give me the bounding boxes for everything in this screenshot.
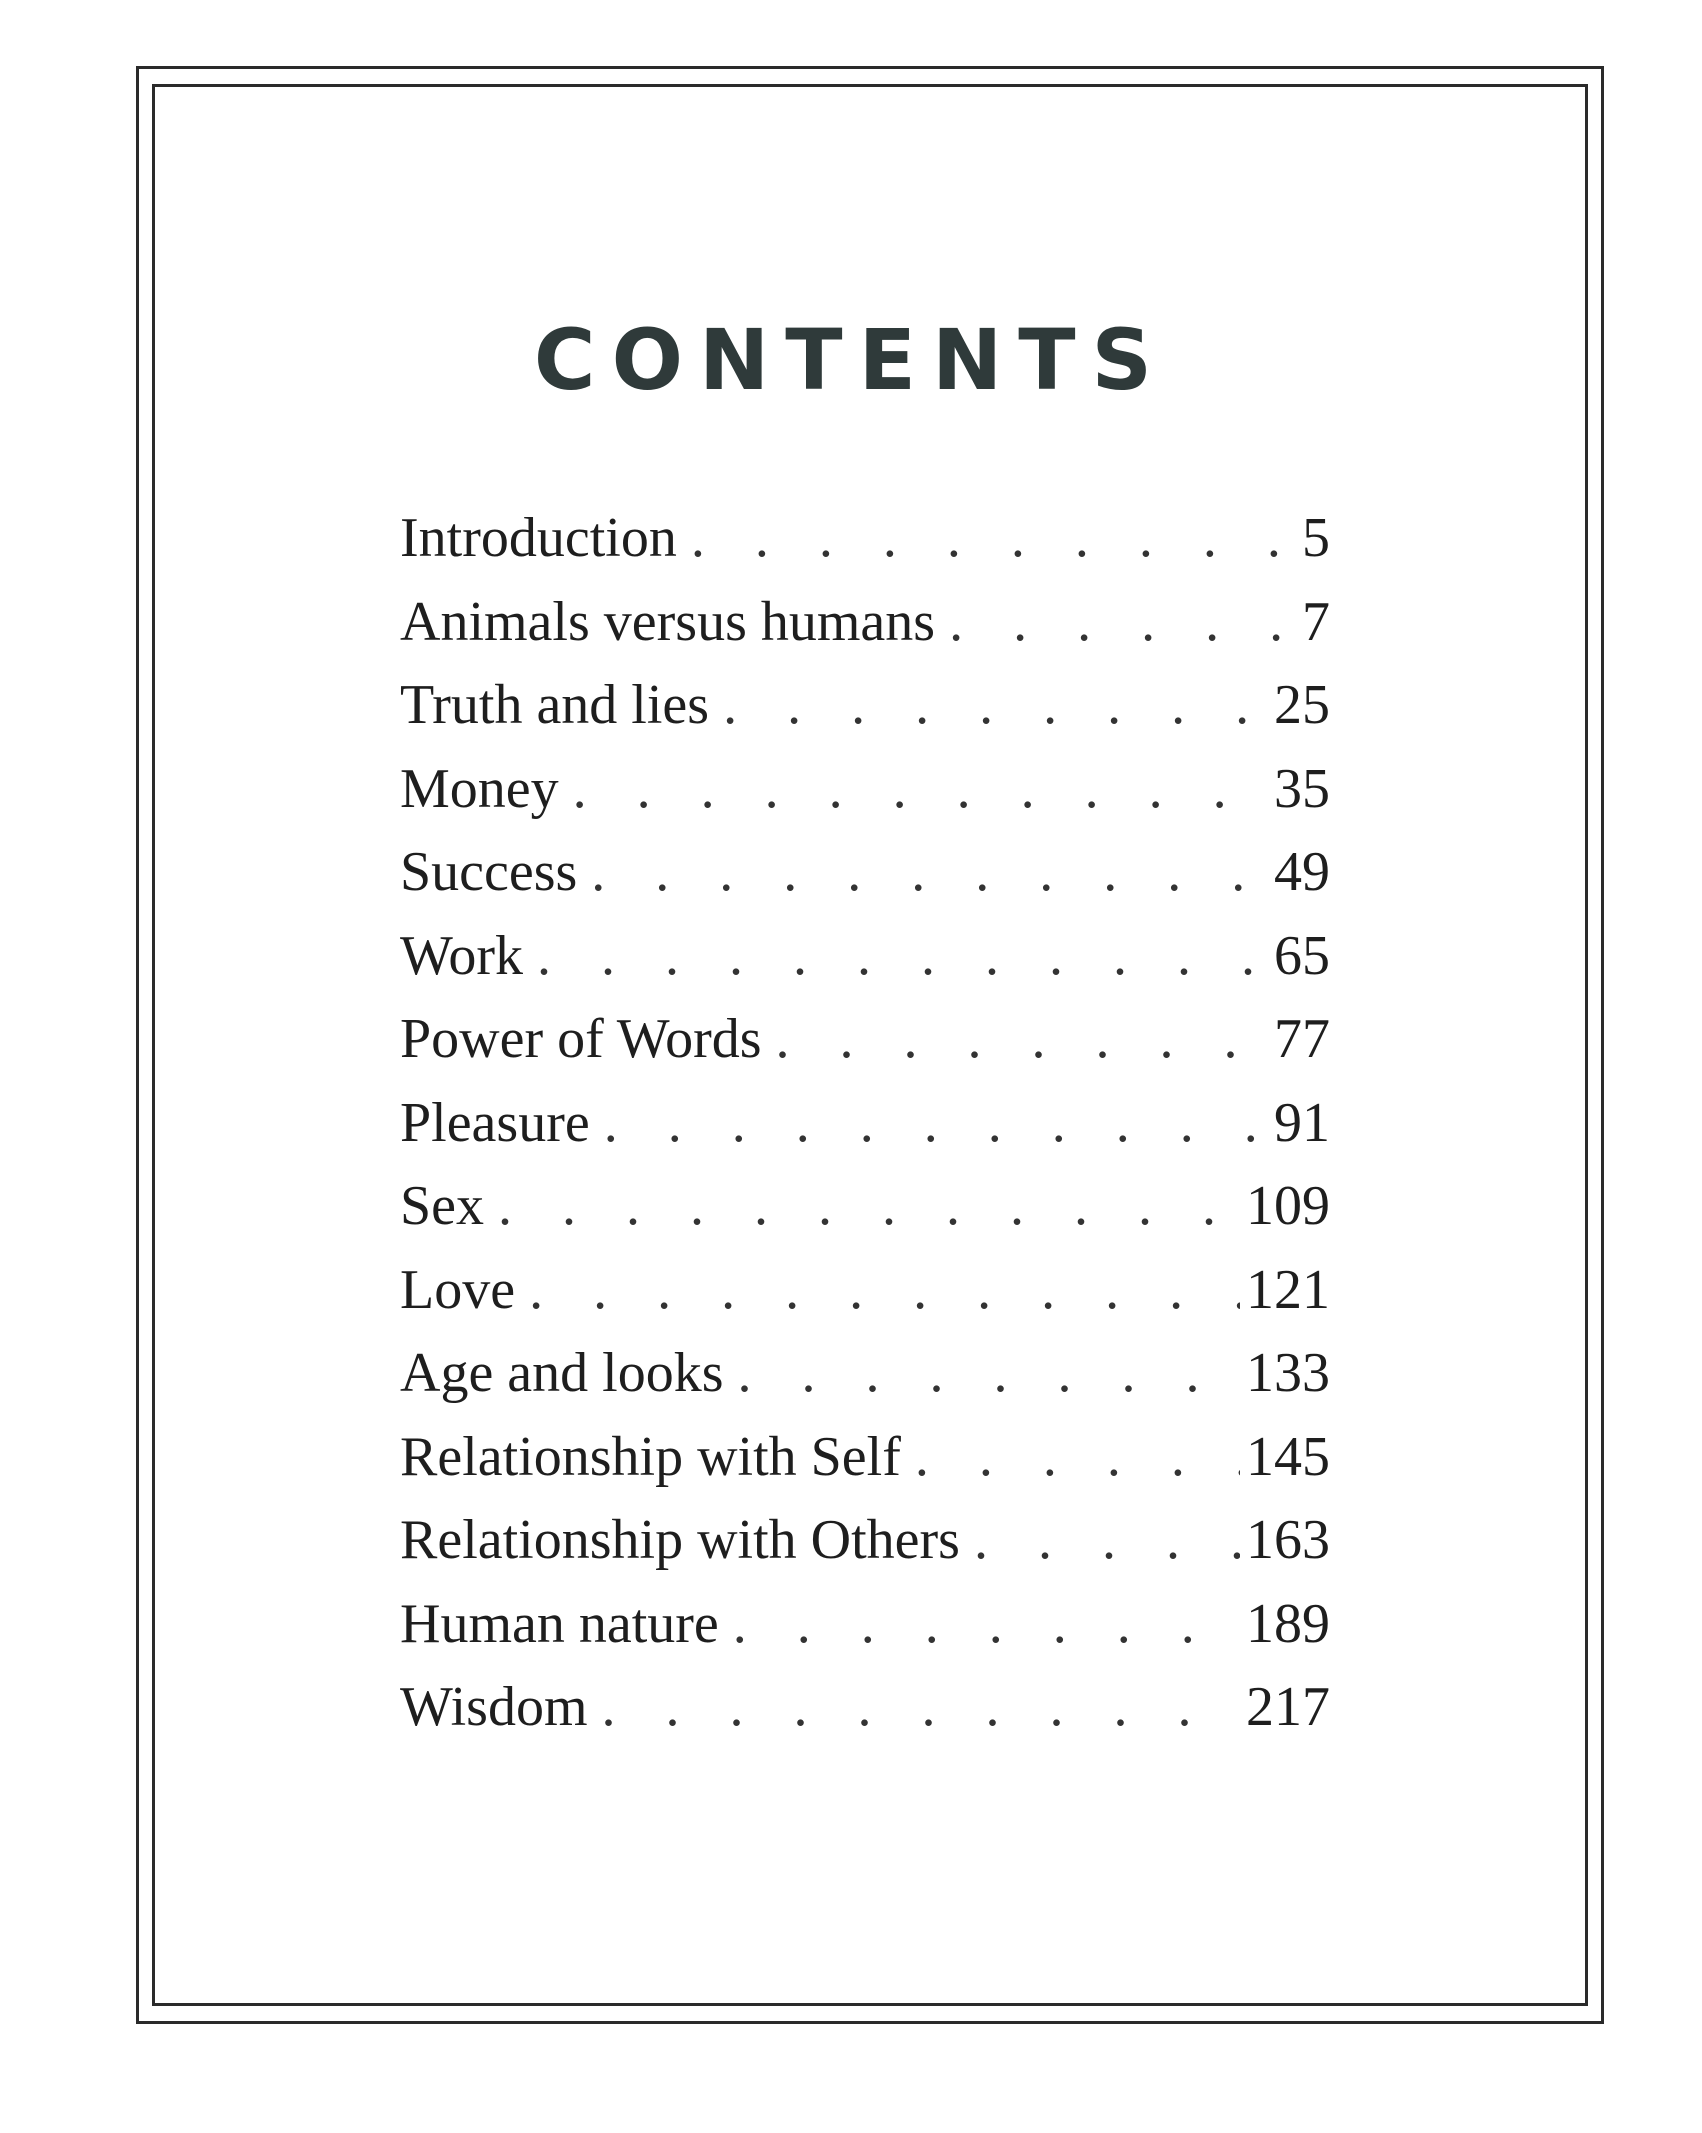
toc-entry-human-nature[interactable] (400, 1592, 1330, 1676)
page-title: CONTENTS (533, 311, 1169, 410)
dot-leader (577, 840, 1268, 904)
toc-entry-page-number: 133 (1246, 1342, 1330, 1404)
dot-leader (484, 1174, 1240, 1238)
toc-entry-page-number: 145 (1246, 1425, 1330, 1488)
toc-entry-page-number: 217 (1246, 1676, 1330, 1738)
dot-leader (960, 1508, 1240, 1572)
toc-entry-pleasure[interactable] (400, 1091, 1330, 1175)
toc-entry-power-of-words[interactable] (400, 1007, 1330, 1091)
dot-leader (709, 673, 1268, 737)
dot-leader (515, 1258, 1240, 1322)
toc-entry-page-number: 189 (1246, 1592, 1330, 1655)
toc-entry-age-and-looks[interactable] (400, 1341, 1330, 1425)
toc-entry-page-number: 163 (1246, 1509, 1330, 1571)
toc-entry-work[interactable] (400, 924, 1330, 1008)
table-of-contents (400, 506, 1330, 1759)
toc-entry-label: Love (400, 1258, 516, 1321)
toc-entry-label: Power of Words (400, 1008, 762, 1070)
toc-entry-label: Success (400, 841, 578, 903)
toc-entry-label: Age and looks (400, 1342, 724, 1404)
toc-entry-page-number: 7 (1302, 590, 1330, 653)
dot-leader (588, 1675, 1240, 1739)
toc-entry-love[interactable] (400, 1258, 1330, 1342)
toc-entry-page-number: 77 (1274, 1008, 1330, 1070)
toc-entry-introduction[interactable] (400, 506, 1330, 590)
toc-entry-label: Truth and lies (400, 674, 710, 736)
toc-entry-label: Wisdom (400, 1676, 588, 1738)
toc-entry-truth-and-lies[interactable] (400, 673, 1330, 757)
toc-entry-page-number: 25 (1274, 674, 1330, 736)
toc-entry-label: Animals versus humans (400, 590, 936, 653)
dot-leader (762, 1007, 1268, 1071)
toc-entry-label: Pleasure (400, 1091, 590, 1154)
toc-entry-page-number: 91 (1274, 1091, 1330, 1154)
toc-entry-wisdom[interactable] (400, 1675, 1330, 1759)
toc-entry-page-number: 5 (1302, 507, 1330, 569)
toc-entry-money[interactable] (400, 757, 1330, 841)
dot-leader (719, 1592, 1240, 1656)
toc-entry-success[interactable] (400, 840, 1330, 924)
toc-entry-sex[interactable] (400, 1174, 1330, 1258)
toc-entry-label: Money (400, 757, 559, 820)
toc-entry-relationship-with-self[interactable] (400, 1425, 1330, 1509)
toc-entry-page-number: 109 (1246, 1175, 1330, 1237)
toc-entry-page-number: 121 (1246, 1258, 1330, 1321)
dot-leader (523, 924, 1268, 988)
toc-entry-label: Relationship with Self (400, 1425, 901, 1488)
dot-leader (724, 1341, 1240, 1405)
toc-entry-label: Sex (400, 1175, 484, 1237)
dot-leader (559, 757, 1268, 821)
toc-entry-label: Work (400, 924, 524, 987)
toc-entry-label: Human nature (400, 1592, 719, 1655)
dot-leader (590, 1091, 1268, 1155)
toc-entry-label: Relationship with Others (400, 1509, 960, 1571)
toc-entry-page-number: 35 (1274, 757, 1330, 820)
toc-entry-relationship-with-others[interactable] (400, 1508, 1330, 1592)
toc-entry-animals-versus-humans[interactable] (400, 590, 1330, 674)
toc-entry-page-number: 49 (1274, 841, 1330, 903)
dot-leader (901, 1425, 1240, 1489)
toc-entry-page-number: 65 (1274, 924, 1330, 987)
dot-leader (935, 590, 1296, 654)
toc-entry-label: Introduction (400, 507, 677, 569)
dot-leader (677, 506, 1296, 570)
